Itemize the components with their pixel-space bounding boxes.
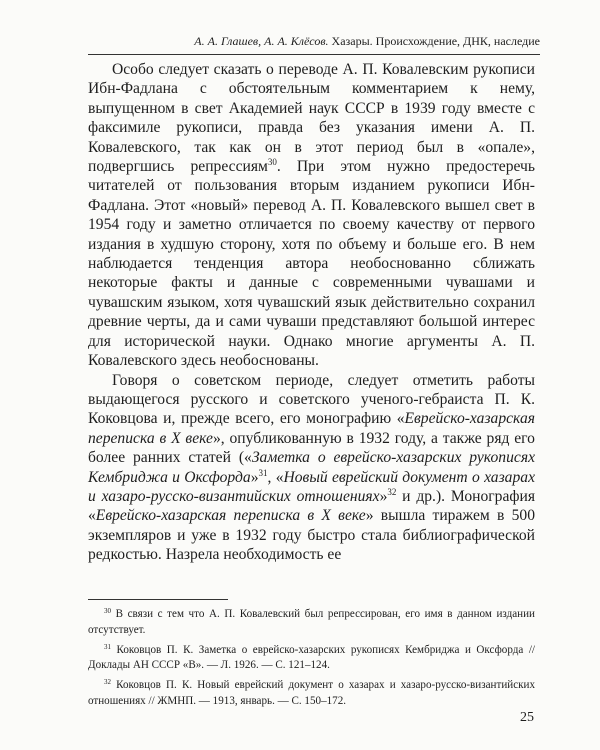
footnote-text: Коковцов П. К. Заметка о еврейско-хазарских рукописях Кембриджа и Оксфорда // Доклады АН СССР «В». — Л. 1926. — С. 121–124.	[88, 643, 535, 672]
monograph-title: Еврейско-хазарская переписка в X веке	[88, 410, 535, 447]
footnote-number: 31	[104, 642, 111, 651]
paragraph-2-text-a: Говоря о советском периоде, следует отметить работы выдающегося русского и советского ученого-гебраиста П. К. Коковцова и, прежде всего, его монографию «	[88, 371, 535, 428]
article-title-1: Заметка о еврейско-хазарских рукописях Кембриджа и Оксфорда	[88, 449, 535, 486]
header-book-title: Хазары. Происхождение, ДНК, наследие	[331, 34, 540, 48]
running-header	[88, 34, 540, 55]
footnote-divider	[88, 599, 228, 600]
paragraph-1-text-a: Особо следует сказать о переводе А. П. Ковалевским рукописи Ибн-Фадлана с обстоятельным комментарием к нему, выпущенном в свет Академией наук СССР в 1939 году вместе с факсимиле рукописи, правда без указания имени А. П. Ковалевского, так как он в этот период был в «опале», подвергшись репрессиям	[88, 61, 535, 176]
footnote-ref-31[interactable]: 31	[258, 467, 268, 478]
page-number: 25	[520, 710, 534, 725]
paragraph-2-text-d: , «	[267, 468, 284, 486]
footnote-number: 30	[104, 607, 111, 615]
footnote-ref-30[interactable]: 30	[267, 157, 277, 168]
article-title-2: Новый еврейский документ о хазарах и хазаро-русско-византийских отношениях	[88, 468, 535, 505]
footnote-text: В связи с тем что А. П. Ковалевский был репрессирован, его имя в данном издании отсутствует.	[88, 608, 535, 636]
footnote-ref-32[interactable]: 32	[387, 486, 397, 497]
footnotes	[88, 607, 535, 714]
footnote-31	[88, 643, 535, 675]
main-text	[88, 60, 535, 565]
paragraph-2	[88, 371, 535, 565]
header-authors: А. А. Глашев, А. А. Клёсов.	[194, 34, 329, 48]
paragraph-2-text-c: »	[250, 468, 259, 486]
paragraph-2-text-b: », опубликованную в 1932 году, а также ряд его более ранних статей («	[88, 429, 535, 467]
paragraph-2-text-g: » вышла тиражем в 500 экземпляров и уже в 1932 году быстро стала библиографической редкостью. Назрела необходимость ее	[88, 507, 535, 564]
paragraph-2-text-e: »	[379, 487, 388, 505]
footnote-32	[88, 678, 535, 710]
footnote-text: Коковцов П. К. Новый еврейский документ о хазарах и хазаро-русско-византийских отношениях // ЖМНП. — 1913, январь. — С. 150–172.	[88, 679, 535, 707]
paragraph-1	[88, 60, 535, 371]
monograph-title-repeat: Еврейско-хазарская переписка в X веке	[95, 507, 366, 525]
footnote-30	[88, 607, 535, 639]
paragraph-1-text-b: . При этом нужно предостеречь читателей от пользования вторым изданием рукописи Ибн-Фадлана. Этот «новый» перевод А. П. Ковалевского вышел свет в 1954 году и заметно отличается по своему качеству от первого издания в худшую сторону, хотя по объему и больше его. В нем наблюдается тенденция автора необоснованно сближать некоторые факты и данные с современными чувашами и чувашским языком, хотя чувашский язык действительно сохранил древние черты, да и сами чуваши представляют большой интерес для исторической науки. Однако многие аргументы А. П. Ковалевского здесь необоснованы.	[88, 158, 535, 370]
paragraph-2-text-f: и др.). Монография «	[88, 487, 535, 525]
footnote-number: 32	[104, 678, 111, 687]
